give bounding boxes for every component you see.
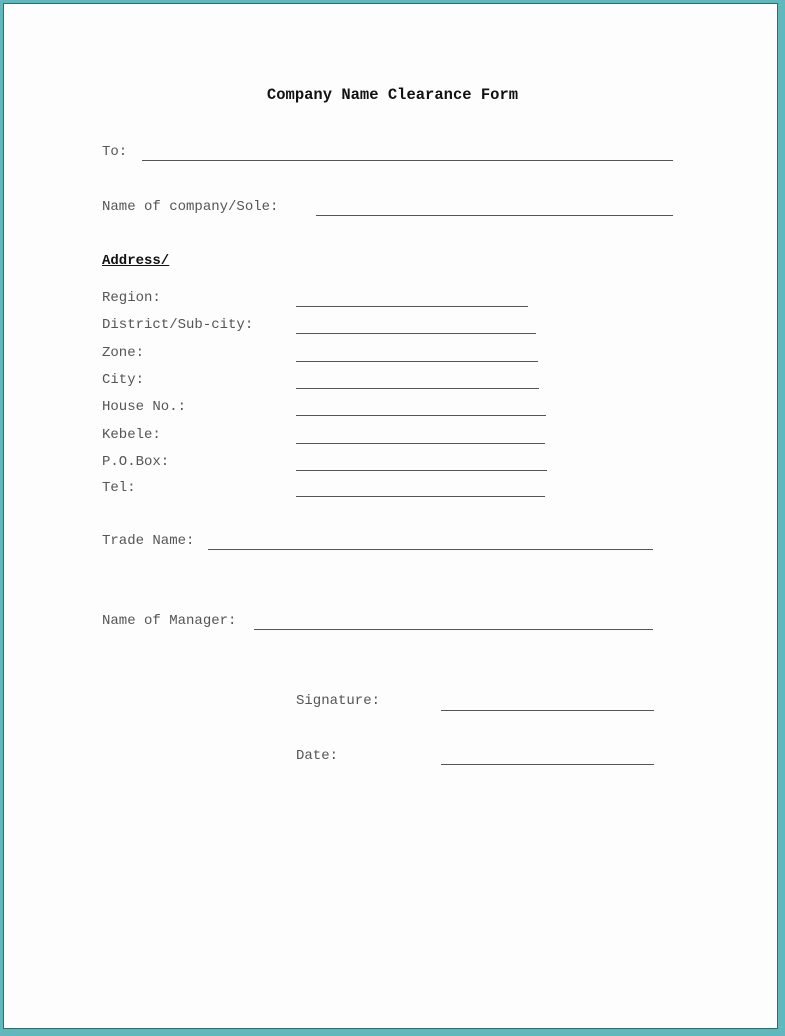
zone-label: Zone:	[102, 345, 145, 361]
kebele-field-line[interactable]	[296, 443, 545, 444]
city-label: City:	[102, 372, 145, 388]
trade-name-field-line[interactable]	[208, 549, 653, 550]
district-field-line[interactable]	[296, 333, 536, 334]
signature-label: Signature:	[296, 693, 381, 709]
company-field-line[interactable]	[316, 215, 673, 216]
kebele-label: Kebele:	[102, 427, 161, 443]
zone-field-line[interactable]	[296, 361, 538, 362]
tel-field-line[interactable]	[296, 496, 545, 497]
form-title: Company Name Clearance Form	[266, 86, 519, 104]
po-box-field-line[interactable]	[296, 470, 547, 471]
tel-label: Tel:	[102, 480, 136, 496]
to-field-line[interactable]	[142, 160, 673, 161]
manager-label: Name of Manager:	[102, 613, 237, 629]
address-heading: Address/	[102, 253, 170, 269]
region-label: Region:	[102, 290, 161, 306]
date-field-line[interactable]	[441, 764, 654, 765]
trade-name-label: Trade Name:	[102, 533, 195, 549]
house-no-label: House No.:	[102, 399, 187, 415]
city-field-line[interactable]	[296, 388, 539, 389]
po-box-label: P.O.Box:	[102, 454, 170, 470]
district-label: District/Sub-city:	[102, 317, 254, 333]
to-label: To:	[102, 144, 128, 160]
house-no-field-line[interactable]	[296, 415, 546, 416]
manager-field-line[interactable]	[254, 629, 653, 630]
region-field-line[interactable]	[296, 306, 528, 307]
company-label: Name of company/Sole:	[102, 199, 279, 215]
date-label: Date:	[296, 748, 339, 764]
signature-field-line[interactable]	[441, 710, 654, 711]
